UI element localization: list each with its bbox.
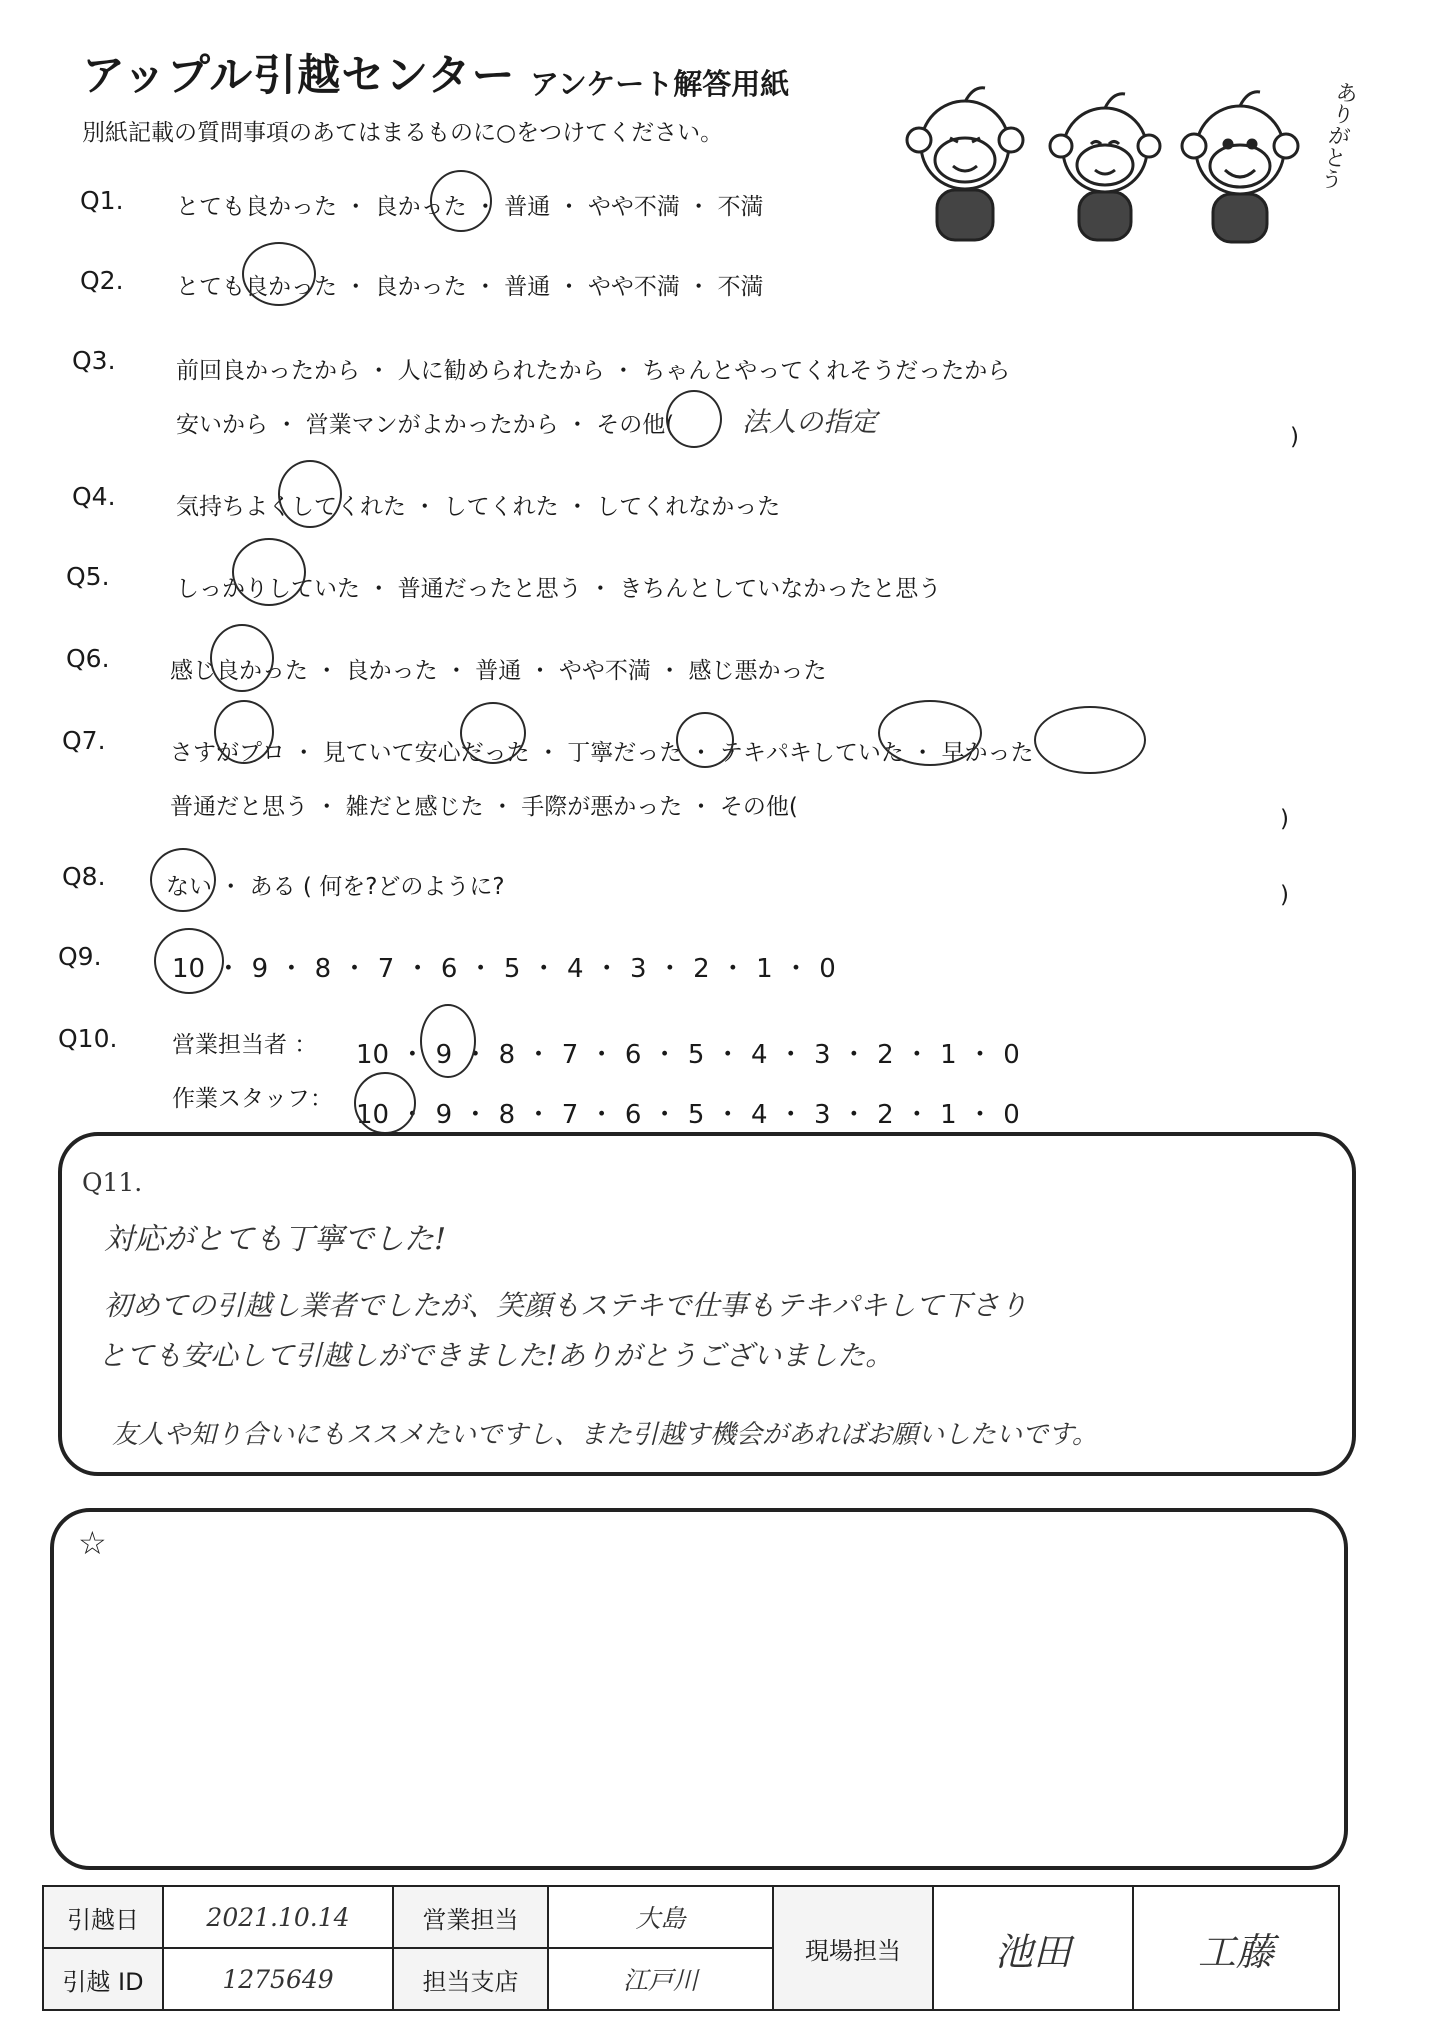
q1-answer-circle [430, 170, 492, 232]
move-id-label: 引越 ID [43, 1948, 163, 2010]
q1-label: Q1. [80, 186, 124, 215]
q7-answer-circle-1 [214, 700, 274, 764]
site-rep-value-1: 池田 [933, 1886, 1133, 2010]
footer-info-table [42, 1885, 1340, 2011]
q3-options-line1: 前回良かったから ・ 人に勧められたから ・ ちゃんとやってくれそうだったから [176, 358, 1011, 384]
q3-close-paren: ) [1290, 424, 1299, 450]
q7-label: Q7. [62, 726, 106, 755]
q1-options: とても良かった ・ 良かった ・ 普通 ・ やや不満 ・ 不満 [176, 194, 764, 220]
mascot-caption: ありがとう [1315, 78, 1360, 192]
star-comment-box [50, 1508, 1348, 1870]
star-icon: ☆ [78, 1524, 107, 1562]
q8-label: Q8. [62, 862, 106, 891]
q7-answer-circle-3 [676, 712, 734, 768]
q10-label: Q10. [58, 1024, 118, 1053]
q10-staff-scale: 10 ・ 9 ・ 8 ・ 7 ・ 6 ・ 5 ・ 4 ・ 3 ・ 2 ・ 1 ・ 0 [356, 1100, 1020, 1130]
q6-label: Q6. [66, 644, 110, 673]
q10-staff-label: 作業スタッフ： [172, 1086, 333, 1112]
site-rep-label: 現場担当 [773, 1886, 933, 2010]
q8-options: ない ・ ある ( 何を?どのように? [166, 874, 505, 900]
monkey-1-icon [907, 88, 1023, 240]
q4-options: 気持ちよくしてくれた ・ してくれた ・ してくれなかった [176, 494, 781, 520]
q7-answer-circle-4 [878, 700, 982, 766]
q10-sales-label: 営業担当者 ： [172, 1032, 318, 1058]
q11-comment-line-1: 対応がとても丁寧でした! [104, 1222, 447, 1257]
q2-answer-circle [242, 242, 316, 306]
q7-close-paren: ) [1280, 806, 1289, 832]
q8-answer-circle [150, 848, 216, 912]
sales-rep-label: 営業担当 [393, 1886, 548, 1948]
q5-answer-circle [232, 538, 306, 606]
q7-options-line2: 普通だと思う ・ 雑だと感じた ・ 手際が悪かった ・ その他( [170, 794, 798, 820]
q9-answer-circle [154, 928, 224, 994]
site-rep-value-2: 工藤 [1133, 1886, 1339, 2010]
form-subtitle: アンケート解答用紙 [530, 67, 790, 101]
q11-label: Q11. [82, 1168, 143, 1197]
move-date-value: 2021.10.14 [163, 1886, 393, 1948]
q4-answer-circle [278, 460, 342, 528]
instructions: 別紙記載の質問事項のあてはまるものに○をつけてください。 [82, 120, 724, 146]
q3-other-answer: 法人の指定 [742, 407, 877, 438]
q3-label: Q3. [72, 346, 116, 375]
q7-answer-circle-2 [460, 702, 526, 764]
q3-options-line2: 安いから ・ 営業マンがよかったから ・ その他( [176, 412, 675, 438]
company-title: アップル引越センター [82, 51, 516, 101]
q2-label: Q2. [80, 266, 124, 295]
q6-options: 感じ良かった ・ 良かった ・ 普通 ・ やや不満 ・ 感じ悪かった [170, 658, 827, 684]
q9-label: Q9. [58, 942, 102, 971]
q10-staff-answer-circle [354, 1072, 416, 1134]
move-date-label: 引越日 [43, 1886, 163, 1948]
sales-rep-value: 大島 [548, 1886, 773, 1948]
q2-options: とても良かった ・ 良かった ・ 普通 ・ やや不満 ・ 不満 [176, 274, 764, 300]
q10-sales-scale: 10 ・ 9 ・ 8 ・ 7 ・ 6 ・ 5 ・ 4 ・ 3 ・ 2 ・ 1 ・ 0 [356, 1040, 1020, 1070]
q6-answer-circle [210, 624, 274, 692]
monkey-2-icon [1050, 94, 1160, 240]
q5-options: しっかりしていた ・ 普通だったと思う ・ きちんとしていなかったと思う [176, 576, 942, 602]
q9-scale: 10 ・ 9 ・ 8 ・ 7 ・ 6 ・ 5 ・ 4 ・ 3 ・ 2 ・ 1 ・ 0 [172, 954, 836, 984]
q4-label: Q4. [72, 482, 116, 511]
q10-sales-answer-circle [420, 1004, 476, 1078]
q11-comment-line-2: 初めての引越し業者でしたが、笑顔もステキで仕事もテキパキして下さり [104, 1289, 1028, 1322]
monkey-3-icon [1182, 92, 1298, 242]
q7-answer-circle-5 [1034, 706, 1146, 774]
q11-comment-line-4: 友人や知り合いにもススメたいですし、また引越す機会があればお願いしたいです。 [112, 1420, 1098, 1450]
move-id-value: 1275649 [163, 1948, 393, 2010]
q11-comment-line-3: とても安心して引越しができました!ありがとうございました。 [98, 1339, 894, 1372]
monkey-mascots-illustration [895, 70, 1360, 255]
branch-label: 担当支店 [393, 1948, 548, 2010]
q8-close-paren: ) [1280, 882, 1289, 908]
branch-value: 江戸川 [548, 1948, 773, 2010]
q7-options-line1: さすがプロ ・ 見ていて安心だった ・ 丁寧だった ・ テキパキしていた ・ 早かった [170, 740, 1034, 766]
q3-answer-circle [666, 390, 722, 448]
q5-label: Q5. [66, 562, 110, 591]
